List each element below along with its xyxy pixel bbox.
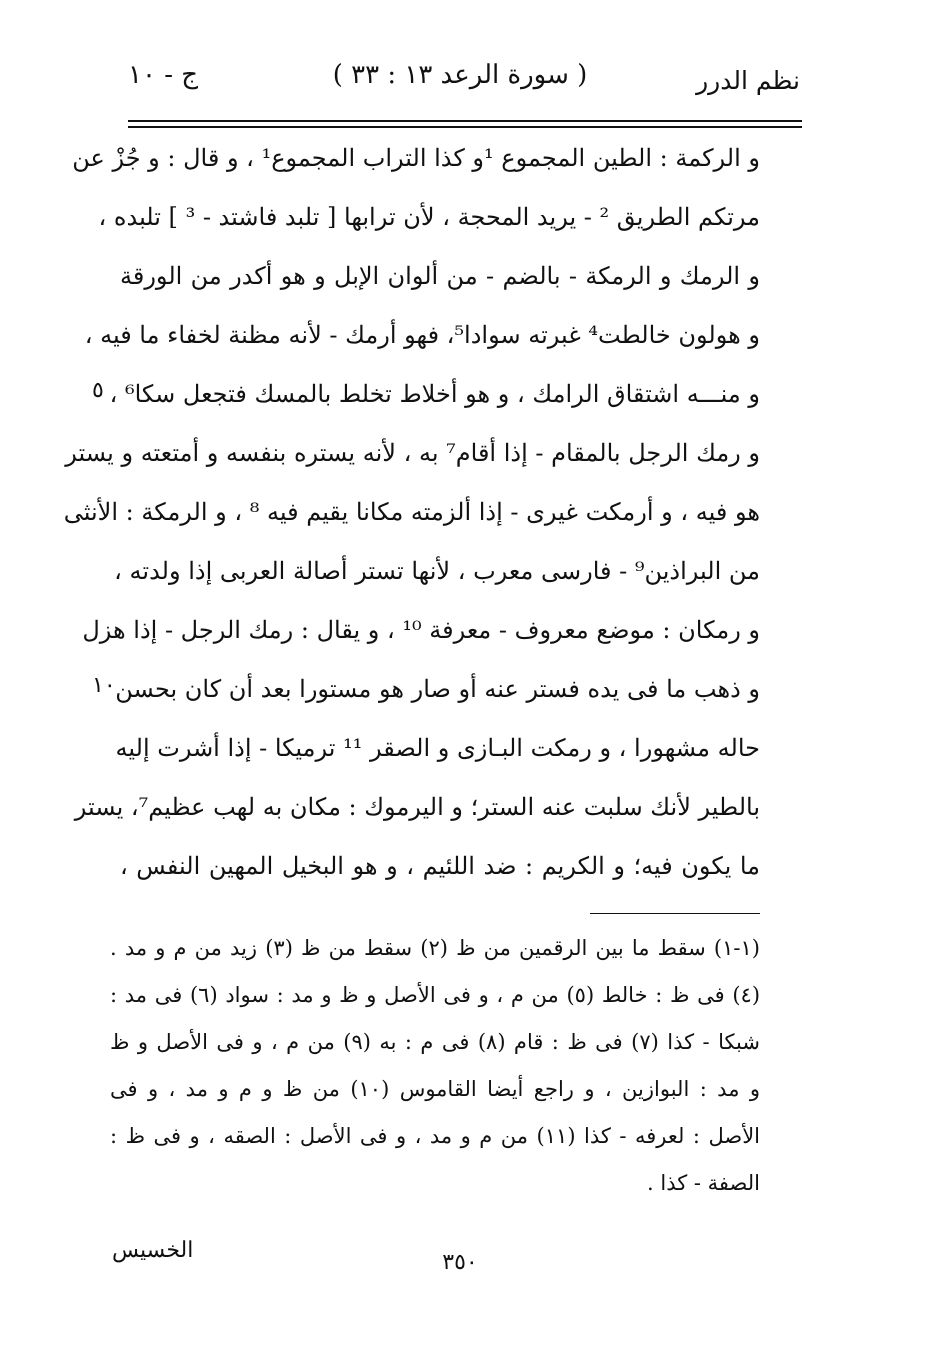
footnote-line [100, 925, 800, 972]
line-text: مرتكم الطريق ² - يريد المحجة ، لأن ترابها [ تلبد فاشتد - ³ ] تلبده ، [98, 203, 760, 231]
line-text: من البراذين⁹ - فارسى معرب ، لأنها تستر أصالة العربى إذا ولدته ، [114, 557, 760, 585]
text-line [100, 720, 800, 779]
footnote-line [100, 1113, 800, 1160]
book-title: نظم الدرر [696, 66, 800, 95]
text-line [100, 248, 800, 307]
line-text: حاله مشهورا ، و رمكت البـازى و الصقر ¹¹ ترميكا - إذا أشرت إليه [115, 734, 760, 762]
footnote-text: الأصل : لعرفه - كذا (١١) من م و مد ، و فى الأصل : الصقه ، و فى ظ : [110, 1124, 761, 1148]
line-text: ما يكون فيه؛ و الكريم : ضد اللئيم ، و هو البخيل المهين النفس ، [120, 852, 760, 880]
footnote-text: و مد : البوازين ، و راجع أيضا القاموس (١٠) من ظ و م و مد ، و فى [110, 1077, 760, 1101]
footnote-line [100, 972, 800, 1019]
footnote-text: (٤) فى ظ : خالط (٥) من م ، و فى الأصل و ظ و مد : سواد (٦) فى مد : [110, 983, 761, 1007]
header-rule-top [128, 120, 802, 122]
page-number: ٣٥٠ [442, 1250, 478, 1275]
footnote-text: الصفة - كذا . [647, 1171, 760, 1195]
footnote-line [100, 1160, 800, 1207]
line-text: و رمك الرجل بالمقام - إذا أقام⁷ به ، لأنه يستره بنفسه و أمتعته و يستر [65, 439, 760, 467]
text-line [100, 543, 800, 602]
line-text: بالطير لأنك سلبت عنه الستر؛ و اليرموك : مكان به لهب عظيم⁷، يستر [74, 793, 760, 821]
footnote-text: (١-١) سقط ما بين الرقمين من ظ (٢) سقط من ظ (٣) زيد من م و مد . [110, 936, 760, 960]
line-text: و هولون خالطت⁴ غبرته سوادا⁵، فهو أرمك - لأنه مظنة لخفاء ما فيه ، [84, 321, 760, 349]
line-text: و منـــه اشتقاق الرامك ، و هو أخلاط تخلط بالمسك فتجعل سكا⁶ ، [109, 380, 760, 408]
line-text: هو فيه ، و أرمكت غيرى - إذا ألزمته مكانا يقيم فيه ⁸ ، و الرمكة : الأنثى [63, 498, 760, 526]
footnote-text: شبكا - كذا (٧) فى ظ : قام (٨) فى م : به (٩) من م ، و فى الأصل و ظ [110, 1030, 760, 1054]
line-text: و ذهب ما فى يده فستر عنه أو صار هو مستورا بعد أن كان بحسن [115, 675, 760, 703]
volume-number: ج - ١٠ [128, 60, 199, 90]
line-number: ٥ [92, 378, 104, 403]
text-line [100, 838, 800, 897]
text-line [92, 366, 800, 425]
text-line [72, 130, 800, 189]
main-text [63, 130, 800, 897]
line-text: و رمكان : موضع معروف - معرفة ¹⁰ ، و يقال : رمك الرجل - إذا هزل [82, 616, 760, 644]
text-line [92, 661, 800, 720]
footnote-line [100, 1019, 800, 1066]
line-text: و الركمة : الطين المجموع ¹و كذا التراب المجموع¹ ، و قال : و جُزْ عن [72, 144, 760, 172]
footnote-line [100, 1066, 800, 1113]
text-line [65, 425, 800, 484]
footnote-separator [590, 913, 760, 914]
catchword: الخسيس [112, 1238, 194, 1263]
line-text: و الرمك و الرمكة - بالضم - من ألوان الإبل و هو أكدر من الورقة [120, 262, 760, 290]
text-line [63, 484, 800, 543]
text-line [82, 602, 800, 661]
text-line [100, 189, 800, 248]
footnotes [100, 925, 800, 1207]
line-number: ١٠ [92, 673, 116, 698]
header-rule-bottom [128, 126, 802, 128]
running-header [120, 58, 800, 108]
text-line [74, 779, 800, 838]
text-line [84, 307, 800, 366]
page-footer [100, 1238, 800, 1278]
surah-reference: ( سورة الرعد ١٣ : ٣٣ ) [332, 60, 588, 90]
